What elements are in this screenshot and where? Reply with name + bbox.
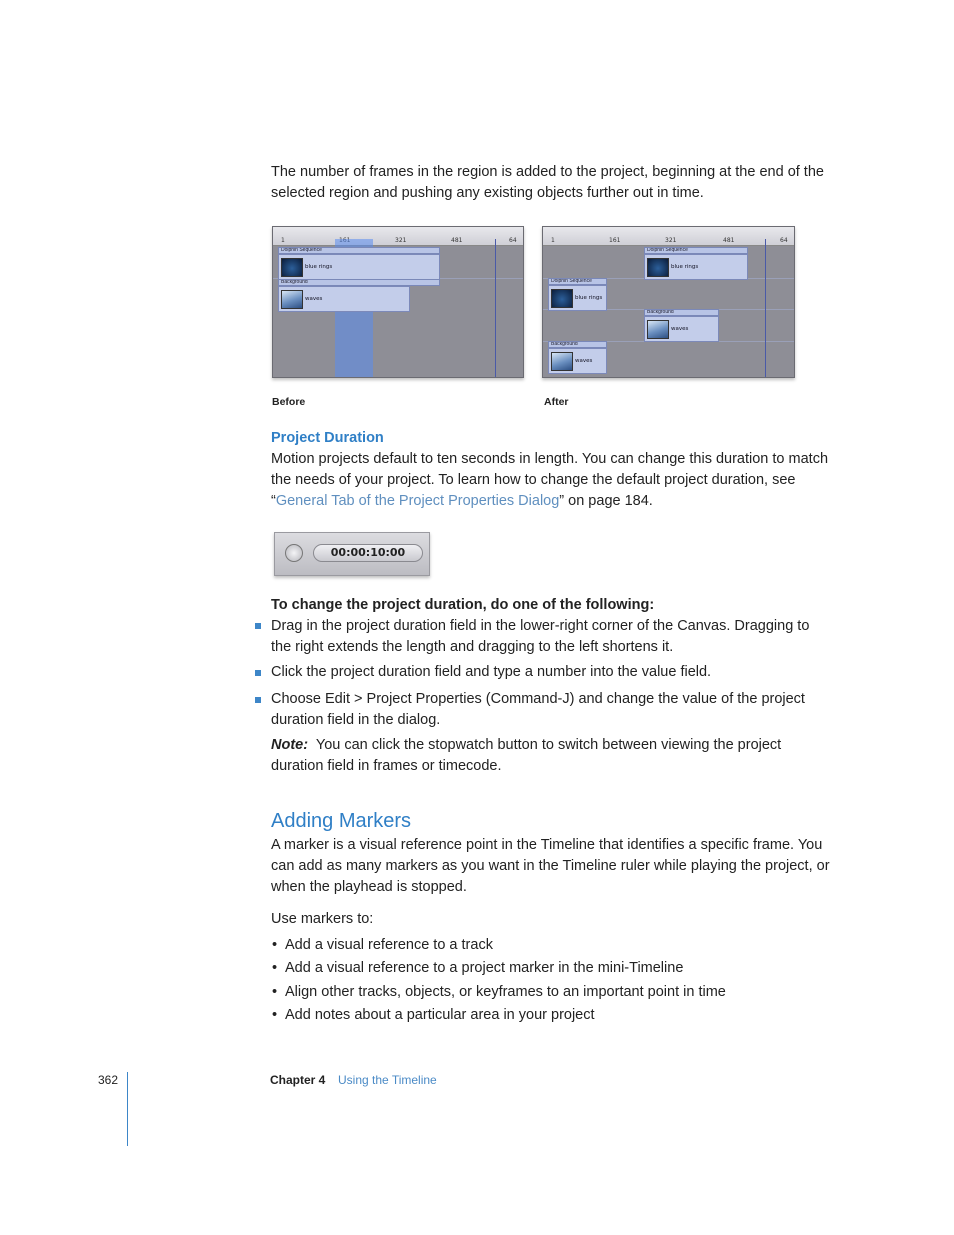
adding-markers-heading: Adding Markers: [271, 810, 412, 832]
duration-bullet: Click the project duration field and type a number into the value field.: [271, 664, 712, 680]
blue-rings-thumbnail: [551, 289, 573, 308]
use-markers-lead: Use markers to:: [271, 911, 374, 927]
object-label: blue rings: [671, 264, 699, 270]
bullet-marker: [255, 670, 261, 676]
object-waves: [548, 348, 607, 374]
marker-bullet: Add a visual reference to a project marker in the mini-Timeline: [285, 960, 684, 976]
waves-thumbnail: [647, 320, 669, 339]
layer-bar-background: Background: [548, 341, 607, 348]
waves-thumbnail: [551, 352, 573, 371]
object-label: blue rings: [305, 264, 333, 270]
layer-bar-background: Background: [644, 309, 719, 316]
object-label: blue rings: [575, 295, 603, 301]
chapter-title-link[interactable]: Using the Timeline: [338, 1073, 437, 1087]
bullet-dot: •: [272, 960, 278, 976]
change-duration-lead: To change the project duration, do one of the following:: [271, 597, 655, 613]
blue-rings-thumbnail: [647, 258, 669, 277]
duration-field-screenshot: [274, 532, 430, 576]
duration-value: 00:00:10:00: [330, 546, 406, 559]
timeline-before-screenshot: [272, 226, 524, 378]
ruler-tick: 64: [780, 237, 788, 244]
project-duration-field[interactable]: [313, 544, 423, 562]
waves-thumbnail: [281, 290, 303, 309]
chapter-label: Chapter 4: [270, 1073, 326, 1087]
project-duration-paragraph: [271, 449, 831, 512]
ruler-tick: 64: [509, 237, 517, 244]
object-blue-rings: [548, 285, 607, 311]
layer-bar-dolphin: Dolphin Sequence: [548, 278, 607, 285]
caption-after: After: [544, 396, 569, 408]
timeline-after-screenshot: [542, 226, 795, 378]
bullet-marker: [255, 697, 261, 703]
object-label: waves: [575, 358, 593, 364]
layer-bar-background: Background: [278, 279, 440, 286]
timeline-ruler: [543, 227, 794, 246]
properties-dialog-link[interactable]: General Tab of the Project Properties Dialog: [275, 493, 560, 509]
caption-before: Before: [272, 396, 306, 408]
ruler-tick: 1: [281, 237, 285, 244]
ruler-tick: 321: [395, 237, 407, 244]
note-text: You can click the stopwatch button to switch between viewing the project duration field in frames or timecode.: [271, 737, 782, 774]
object-blue-rings: [644, 254, 748, 280]
bullet-marker: [255, 623, 261, 629]
ruler-tick: 481: [451, 237, 463, 244]
intro-paragraph: The number of frames in the region is added to the project, beginning at the end of the selected region and pushing any existing objects further out in time.: [271, 164, 824, 201]
stopwatch-icon[interactable]: [285, 544, 303, 562]
marker-bullet: Add a visual reference to a track: [285, 937, 493, 953]
ruler-tick: 1: [551, 237, 555, 244]
page-number: 362: [98, 1073, 119, 1087]
object-label: waves: [671, 326, 689, 332]
adding-markers-paragraph: A marker is a visual reference point in the Timeline that identifies a specific frame. You can add as many markers as you want in the Timeline ruler while playing the project, or when the playhead is stopped.: [271, 837, 830, 895]
out-point-line: [765, 239, 766, 377]
marker-bullet: Add notes about a particular area in your project: [285, 1007, 595, 1023]
marker-bullet: Align other tracks, objects, or keyframes to an important point in time: [285, 984, 726, 1000]
paragraph-text: Motion projects default to ten seconds in length. You can change this duration to match the needs of your project. To learn how to change the default project duration, see “: [271, 451, 829, 509]
ruler-tick: 481: [723, 237, 735, 244]
out-point-line: [495, 239, 496, 377]
paragraph-text: ” on page 184.: [559, 493, 653, 509]
footer-rule: [127, 1072, 128, 1146]
project-duration-heading: Project Duration: [271, 430, 384, 446]
bullet-dot: •: [272, 937, 278, 953]
ruler-tick: 321: [665, 237, 677, 244]
layer-bar-dolphin: Dolphin Sequence: [278, 247, 440, 254]
object-waves: [644, 316, 719, 342]
layer-bar-dolphin: Dolphin Sequence: [644, 247, 748, 254]
duration-bullet: Drag in the project duration field in the lower-right corner of the Canvas. Dragging to the right extends the length and dragging to the left shortens it.: [271, 618, 810, 655]
ruler-tick: 161: [609, 237, 621, 244]
blue-rings-thumbnail: [281, 258, 303, 277]
object-blue-rings: [278, 254, 440, 280]
bullet-dot: •: [272, 1007, 278, 1023]
timeline-ruler: [273, 227, 523, 246]
duration-bullet: Choose Edit > Project Properties (Command-J) and change the value of the project duration field in the dialog.: [271, 691, 805, 728]
note-label: Note:: [271, 737, 309, 753]
bullet-dot: •: [272, 984, 278, 1000]
object-label: waves: [305, 296, 323, 302]
note-paragraph: [271, 735, 831, 777]
object-waves: [278, 286, 410, 312]
